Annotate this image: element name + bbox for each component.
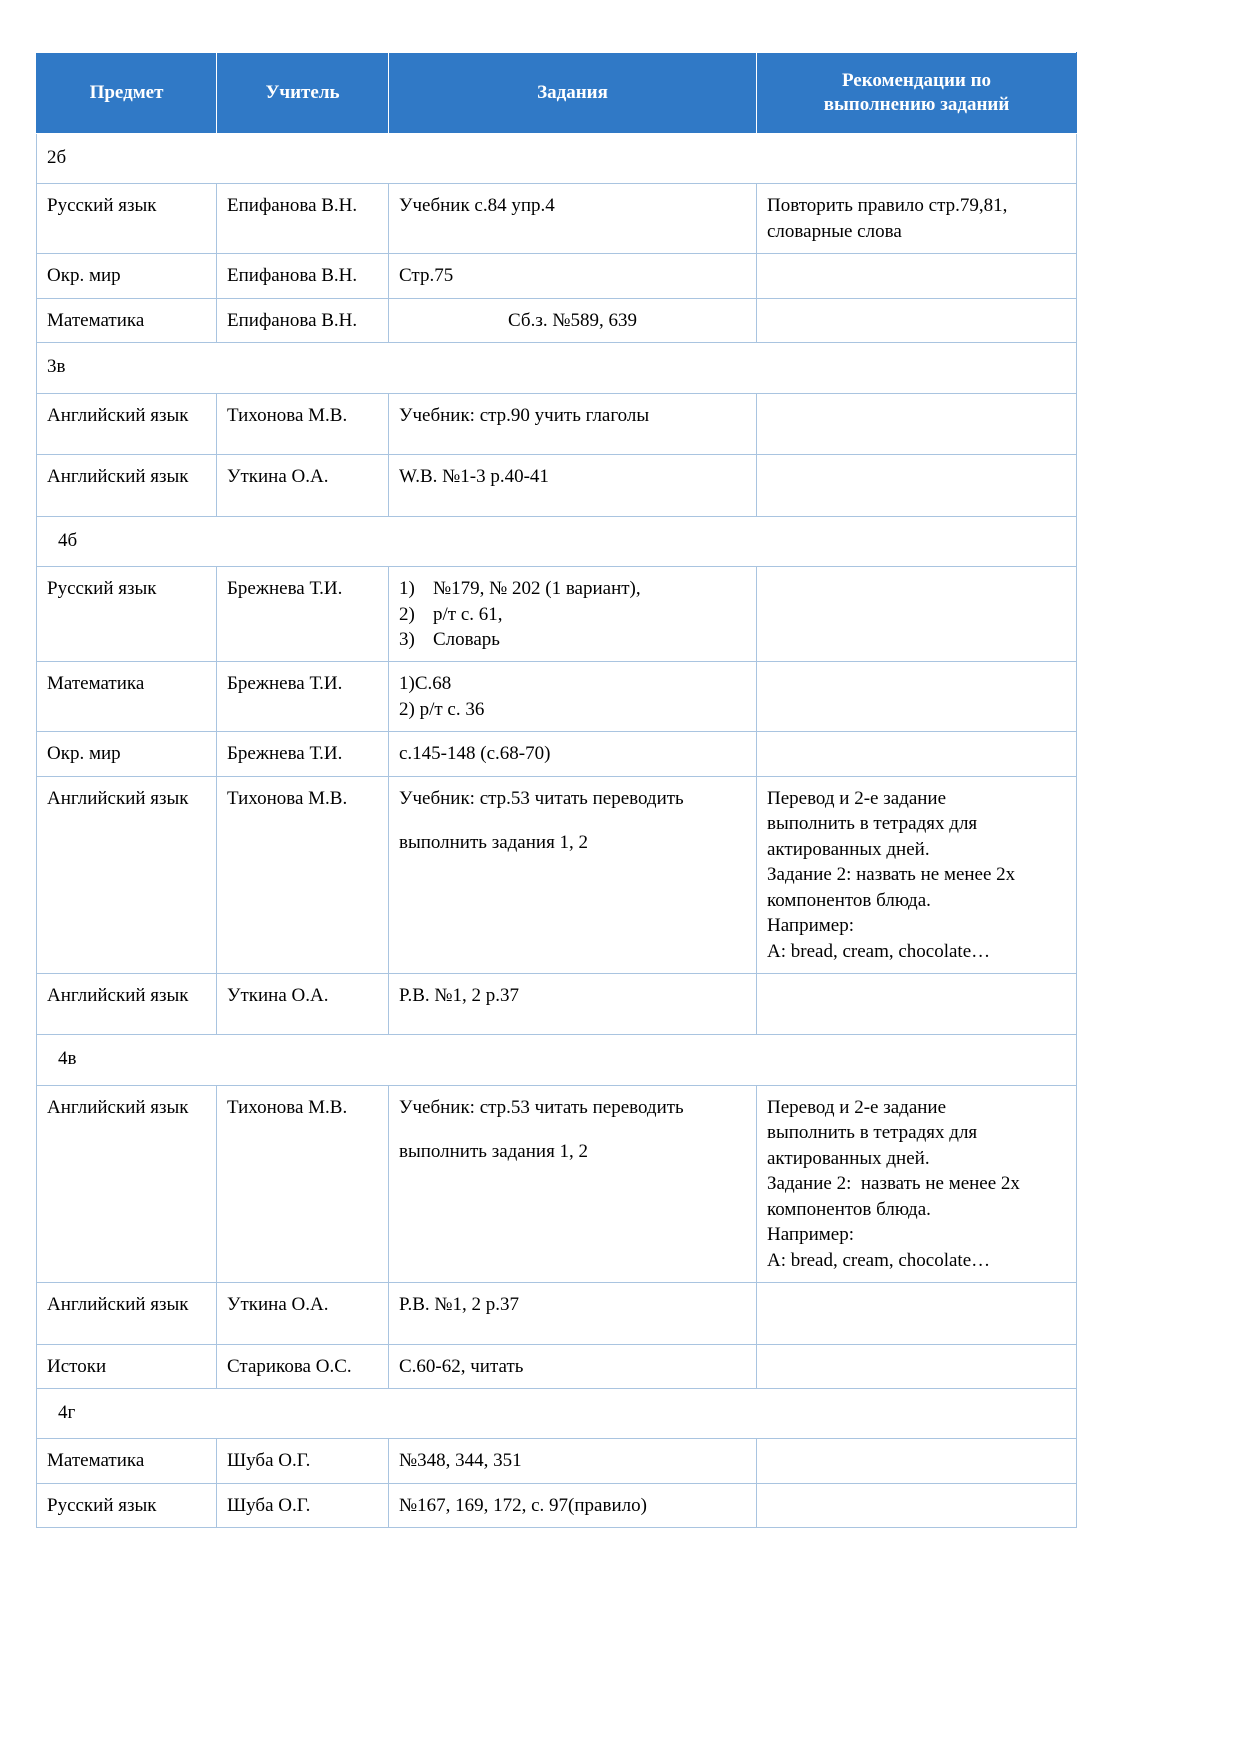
cell-line: Английский язык xyxy=(47,466,189,488)
cell-line: Старикова О.С. xyxy=(227,1355,352,1377)
cell-recommendations xyxy=(757,1344,1077,1388)
cell-subject xyxy=(37,973,217,1034)
table-row xyxy=(37,298,1077,342)
cell-line: Учебник: стр.90 учить глаголы xyxy=(399,404,650,426)
task-list-item xyxy=(399,602,746,627)
cell-tasks xyxy=(389,298,757,342)
cell-recommendations xyxy=(757,776,1077,973)
cell-line: Перевод и 2-е задание xyxy=(767,1096,947,1118)
cell-recommendations xyxy=(757,1483,1077,1527)
cell-subject xyxy=(37,662,217,732)
class-group-label: 3в xyxy=(47,356,66,378)
cell-line: Перевод и 2-е задание xyxy=(767,787,947,809)
cell-teacher xyxy=(217,1283,389,1344)
cell-tasks xyxy=(389,567,757,662)
cell-subject xyxy=(37,732,217,776)
cell-tasks xyxy=(389,973,757,1034)
cell-recommendations xyxy=(757,298,1077,342)
cell-line: с.145-148 (с.68-70) xyxy=(399,743,551,765)
cell-line: Русский язык xyxy=(47,578,157,600)
task-list-number: 1) xyxy=(399,578,415,600)
column-header-subject: Предмет xyxy=(37,53,217,134)
cell-subject xyxy=(37,1483,217,1527)
table-row xyxy=(37,184,1077,254)
table-row xyxy=(37,393,1077,454)
class-group-label-cell xyxy=(37,1035,1077,1085)
class-group-label-cell xyxy=(37,516,1077,566)
table-row xyxy=(37,662,1077,732)
cell-recommendations xyxy=(757,662,1077,732)
cell-line: Английский язык xyxy=(47,404,189,426)
class-group-label: 4в xyxy=(58,1048,77,1070)
table-row xyxy=(37,1085,1077,1282)
cell-teacher xyxy=(217,1344,389,1388)
class-group-label-cell xyxy=(37,1388,1077,1438)
cell-line: W.B. №1-3 p.40-41 xyxy=(399,466,549,488)
cell-teacher xyxy=(217,567,389,662)
cell-line: Математика xyxy=(47,673,145,695)
cell-line: Уткина О.А. xyxy=(227,466,329,488)
recommendations-header-line1: Рекомендации по xyxy=(841,69,992,91)
cell-tasks xyxy=(389,455,757,516)
cell-line: Тихонова М.В. xyxy=(227,1096,348,1118)
cell-teacher xyxy=(217,1483,389,1527)
cell-line: выполнить в тетрадях для xyxy=(767,813,978,835)
cell-line: С.60-62, читать xyxy=(399,1355,524,1377)
cell-subject xyxy=(37,184,217,254)
cell-line: Епифанова В.Н. xyxy=(227,265,358,287)
column-header-recommendations xyxy=(757,53,1077,134)
cell-recommendations xyxy=(757,393,1077,454)
cell-line: Брежнева Т.И. xyxy=(227,578,343,600)
cell-line: выполнить задания 1, 2 xyxy=(399,1141,589,1163)
cell-tasks xyxy=(389,254,757,298)
cell-recommendations xyxy=(757,1283,1077,1344)
cell-line: 1)С.68 xyxy=(399,673,452,695)
cell-line: Русский язык xyxy=(47,195,157,217)
recommendations-header-line2: выполнению заданий xyxy=(823,94,1010,115)
cell-line: Брежнева Т.И. xyxy=(227,673,343,695)
cell-line: компонентов блюда. xyxy=(767,889,931,911)
column-header-tasks: Задания xyxy=(389,53,757,134)
cell-line: Стр.75 xyxy=(399,265,454,287)
cell-teacher xyxy=(217,455,389,516)
cell-tasks xyxy=(389,1283,757,1344)
class-group-row xyxy=(37,134,1077,184)
cell-line: P.B. №1, 2 p.37 xyxy=(399,984,520,1006)
cell-subject xyxy=(37,455,217,516)
cell-tasks xyxy=(389,1483,757,1527)
cell-line: Русский язык xyxy=(47,1494,157,1516)
cell-teacher xyxy=(217,662,389,732)
task-list-number: 3) xyxy=(399,628,415,650)
class-group-label: 4г xyxy=(58,1401,76,1423)
cell-line: Задание 2: назвать не менее 2х xyxy=(767,864,1016,886)
cell-line: Епифанова В.Н. xyxy=(227,309,358,331)
cell-subject xyxy=(37,1344,217,1388)
cell-line: №348, 344, 351 xyxy=(399,1450,522,1472)
cell-line: Задание 2: назвать не менее 2х xyxy=(767,1173,1020,1195)
class-group-row xyxy=(37,1035,1077,1085)
cell-line: №167, 169, 172, с. 97(правило) xyxy=(399,1494,647,1516)
class-group-label: 4б xyxy=(58,529,78,551)
cell-line: Математика xyxy=(47,309,145,331)
cell-subject xyxy=(37,254,217,298)
cell-tasks xyxy=(389,1085,757,1282)
cell-recommendations xyxy=(757,1085,1077,1282)
cell-tasks xyxy=(389,393,757,454)
cell-line: актированных дней. xyxy=(767,1147,930,1169)
table-row xyxy=(37,567,1077,662)
cell-teacher xyxy=(217,776,389,973)
cell-teacher xyxy=(217,298,389,342)
cell-tasks xyxy=(389,184,757,254)
homework-table xyxy=(36,52,1077,1528)
cell-line: Например: xyxy=(767,915,854,937)
table-row xyxy=(37,254,1077,298)
cell-line: Шуба О.Г. xyxy=(227,1450,311,1472)
cell-line: Епифанова В.Н. xyxy=(227,195,358,217)
task-list-number: 2) xyxy=(399,603,415,625)
task-list-text: №179, № 202 (1 вариант), xyxy=(433,578,641,600)
cell-teacher xyxy=(217,973,389,1034)
table-body xyxy=(37,134,1077,1528)
cell-line: Тихонова М.В. xyxy=(227,787,348,809)
cell-line: словарные слова xyxy=(767,220,902,242)
cell-line: Тихонова М.В. xyxy=(227,404,348,426)
cell-line: Учебник с.84 упр.4 xyxy=(399,195,555,217)
cell-subject xyxy=(37,776,217,973)
cell-subject xyxy=(37,1439,217,1483)
cell-recommendations xyxy=(757,567,1077,662)
cell-line: компонентов блюда. xyxy=(767,1198,931,1220)
cell-line: Например: xyxy=(767,1224,854,1246)
table-header xyxy=(37,53,1077,134)
table-row xyxy=(37,1439,1077,1483)
cell-line: 2) р/т с. 36 xyxy=(399,698,485,720)
cell-line: Учебник: стр.53 читать переводить xyxy=(399,787,684,809)
cell-tasks xyxy=(389,732,757,776)
cell-subject xyxy=(37,1283,217,1344)
cell-line: Сб.з. №589, 639 xyxy=(508,309,637,331)
cell-line xyxy=(399,1120,746,1139)
cell-line: актированных дней. xyxy=(767,838,930,860)
task-list-item xyxy=(399,627,746,652)
cell-tasks xyxy=(389,1439,757,1483)
table-row xyxy=(37,455,1077,516)
table-row xyxy=(37,1283,1077,1344)
column-header-teacher: Учитель xyxy=(217,53,389,134)
class-group-row xyxy=(37,343,1077,393)
class-group-label: 2б xyxy=(47,147,67,168)
cell-recommendations xyxy=(757,254,1077,298)
cell-recommendations xyxy=(757,184,1077,254)
task-list-text: Словарь xyxy=(433,628,500,650)
class-group-label-cell xyxy=(37,134,1077,184)
cell-tasks xyxy=(389,776,757,973)
cell-teacher xyxy=(217,1439,389,1483)
cell-line: Окр. мир xyxy=(47,265,121,287)
cell-line: выполнить задания 1, 2 xyxy=(399,832,589,854)
cell-recommendations xyxy=(757,1439,1077,1483)
cell-recommendations xyxy=(757,973,1077,1034)
cell-teacher xyxy=(217,1085,389,1282)
cell-teacher xyxy=(217,254,389,298)
cell-line: Английский язык xyxy=(47,984,189,1006)
cell-recommendations xyxy=(757,455,1077,516)
table-row xyxy=(37,973,1077,1034)
cell-line: А: bread, cream, chocolate… xyxy=(767,940,991,962)
cell-line: P.B. №1, 2 p.37 xyxy=(399,1294,520,1316)
cell-tasks xyxy=(389,1344,757,1388)
cell-line: Истоки xyxy=(47,1355,107,1377)
cell-teacher xyxy=(217,732,389,776)
class-group-row xyxy=(37,516,1077,566)
header-row xyxy=(37,53,1077,134)
cell-line: Математика xyxy=(47,1450,145,1472)
cell-line: Английский язык xyxy=(47,1294,189,1316)
cell-line: выполнить в тетрадях для xyxy=(767,1122,978,1144)
table-row xyxy=(37,1344,1077,1388)
cell-line: А: bread, cream, chocolate… xyxy=(767,1249,991,1271)
table-row xyxy=(37,732,1077,776)
cell-line: Уткина О.А. xyxy=(227,984,329,1006)
class-group-row xyxy=(37,1388,1077,1438)
class-group-label-cell xyxy=(37,343,1077,393)
cell-line: Брежнева Т.И. xyxy=(227,743,343,765)
table-row xyxy=(37,1483,1077,1527)
cell-line: Английский язык xyxy=(47,1096,189,1118)
cell-subject xyxy=(37,1085,217,1282)
cell-line: Окр. мир xyxy=(47,743,121,765)
cell-line: Повторить правило стр.79,81, xyxy=(767,195,1008,217)
cell-subject xyxy=(37,567,217,662)
table-row xyxy=(37,776,1077,973)
cell-tasks xyxy=(389,662,757,732)
cell-subject xyxy=(37,393,217,454)
cell-subject xyxy=(37,298,217,342)
cell-recommendations xyxy=(757,732,1077,776)
cell-line: Учебник: стр.53 читать переводить xyxy=(399,1096,684,1118)
cell-teacher xyxy=(217,393,389,454)
task-list-text: р/т с. 61, xyxy=(433,603,503,625)
cell-line: Английский язык xyxy=(47,787,189,809)
cell-line: Шуба О.Г. xyxy=(227,1494,311,1516)
task-list-item xyxy=(399,576,746,601)
cell-teacher xyxy=(217,184,389,254)
cell-line xyxy=(399,811,746,830)
cell-line: Уткина О.А. xyxy=(227,1294,329,1316)
